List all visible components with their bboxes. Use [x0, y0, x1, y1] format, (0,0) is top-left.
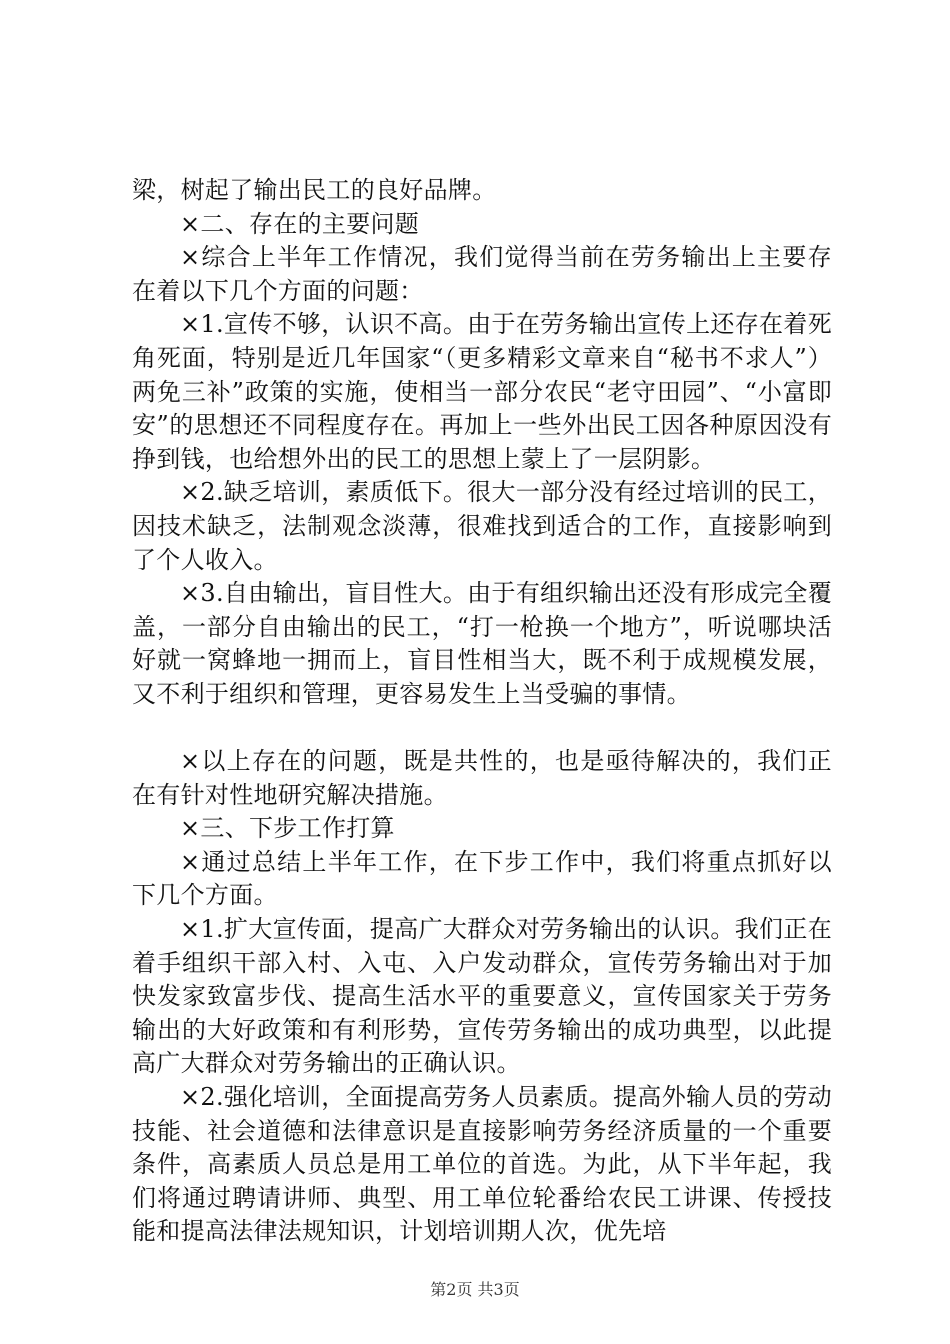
paragraph-problem-1: ×1.宣传不够，认识不高。由于在劳务输出宣传上还存在着死角死面，特别是近几年国家“（更多精彩文章来自“秘书不求人”）两免三补”政策的实施，使相当一部分农民“老守田园”、“小富即安”的思想还不同程度存在。再加上一些外出民工因各种原因没有挣到钱，也给想外出的民工的思想上蒙上了一层阴影。 — [132, 310, 832, 473]
paragraph-problems-intro: ×综合上半年工作情况，我们觉得当前在劳务输出上主要存在着以下几个方面的问题： — [132, 243, 832, 305]
paragraph-problem-2: ×2.缺乏培训，素质低下。很大一部分没有经过培训的民工，因技术缺乏，法制观念淡薄，很难找到适合的工作，直接影响到了个人收入。 — [132, 478, 832, 574]
document-body — [132, 174, 832, 1249]
paragraph-continuation: 梁，树起了输出民工的良好品牌。 — [132, 176, 497, 204]
paragraph-step-2: ×2.强化培训，全面提高劳务人员素质。提高外输人员的劳动技能、社会道德和法律意识是直接影响劳务经济质量的一个重要条件，高素质人员总是用工单位的首选。为此，从下半年起，我们将通过聘请讲师、典型、用工单位轮番给农民工讲课、传授技能和提高法律法规知识，计划培训期人次，优先培 — [132, 1083, 832, 1246]
paragraph-next-steps-intro: ×通过总结上半年工作，在下步工作中，我们将重点抓好以下几个方面。 — [132, 847, 832, 910]
paragraph-problem-3: ×3.自由输出，盲目性大。由于有组织输出还没有形成完全覆盖，一部分自由输出的民工，“打一枪换一个地方”，听说哪块活好就一窝蜂地一拥而上，盲目性相当大，既不利于成规模发展，又不利于组织和管理，更容易发生上当受骗的事情。 — [132, 579, 832, 708]
paragraph-step-1: ×1.扩大宣传面，提高广大群众对劳务输出的认识。我们正在着手组织干部入村、入屯、入户发动群众，宣传劳务输出对于加快发家致富步伐、提高生活水平的重要意义，宣传国家关于劳务输出的大好政策和有利形势，宣传劳务输出的成功典型，以此提高广大群众对劳务输出的正确认识。 — [132, 915, 832, 1078]
page-footer: 第2页 共3页 — [430, 1280, 520, 1299]
paragraph-problems-summary: ×以上存在的问题，既是共性的，也是亟待解决的，我们正在有针对性地研究解决措施。 — [132, 747, 832, 809]
heading-next-steps: ×三、下步工作打算 — [180, 814, 395, 843]
heading-existing-problems: ×二、存在的主要问题 — [180, 209, 420, 238]
